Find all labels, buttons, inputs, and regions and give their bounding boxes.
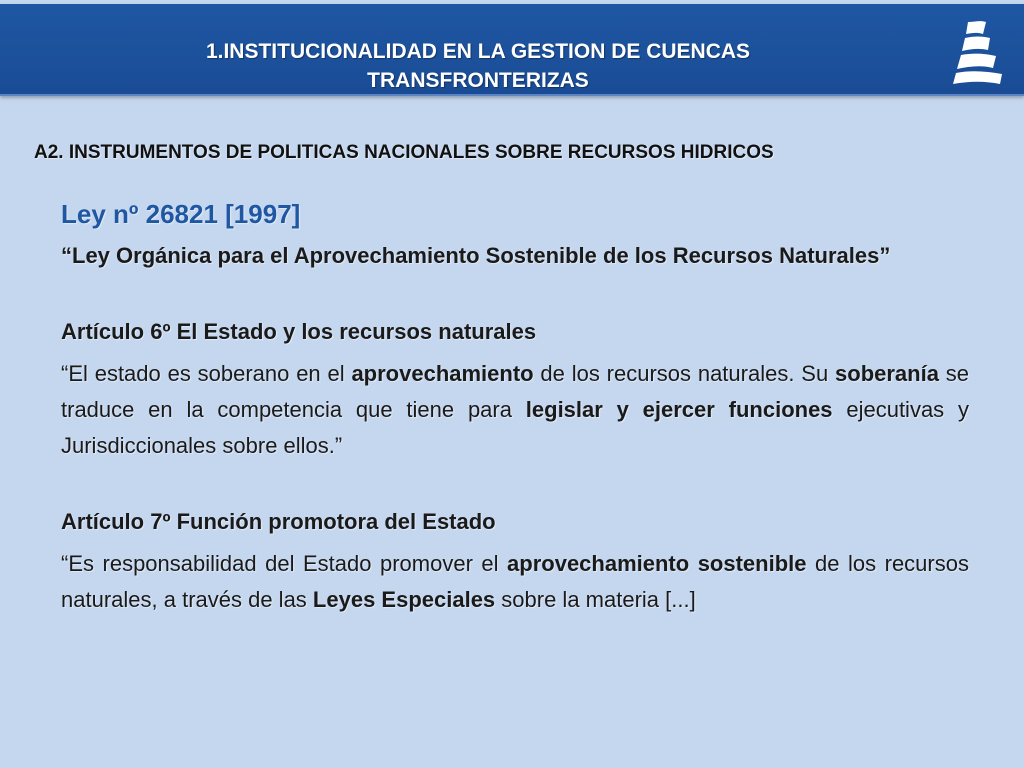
article-7-text-part: “Es responsabilidad del Estado promover el: [61, 551, 508, 576]
article-6-bold-term: aprovechamiento: [351, 361, 534, 386]
header-bar: [0, 4, 1024, 96]
article-7-text-part: de los recursos naturales, a través de las: [61, 551, 969, 612]
article-6-bold-term: soberanía: [835, 361, 939, 386]
article-6-text-part: “El estado es soberano en el: [61, 361, 352, 386]
content-body: [61, 196, 969, 618]
sail-logo-icon: [950, 18, 1006, 88]
article-7-title: Artículo 7º Función promotora del Estado: [61, 509, 496, 534]
article-7-bold-term: Leyes Especiales: [312, 587, 496, 612]
article-6-text-part: se traduce en la competencia que tiene para: [61, 361, 970, 422]
article-7-text: [61, 546, 969, 618]
header-title-line1: 1.INSTITUCIONALIDAD EN LA GESTION DE CUENCAS: [205, 40, 751, 63]
law-title: Ley nº 26821 [1997]: [61, 199, 301, 229]
article-7-text-part: sobre la materia [...]: [495, 587, 696, 612]
article-6-bold-term: legislar y ejercer funciones: [525, 397, 833, 422]
article-7-bold-term: aprovechamiento sostenible: [507, 551, 807, 576]
article-6-title: Artículo 6º El Estado y los recursos naturales: [61, 319, 537, 344]
law-name: “Ley Orgánica para el Aprovechamiento Sostenible de los Recursos Naturales”: [61, 243, 891, 268]
article-6-text-part: de los recursos naturales. Su: [533, 361, 836, 386]
header-title-line2: TRANSFRONTERIZAS: [367, 69, 589, 92]
article-6-text-part: ejecutivas y Jurisdiccionales sobre ellos.”: [61, 397, 969, 458]
header-title: [120, 37, 836, 95]
article-6-text: [61, 356, 969, 464]
section-subtitle: A2. INSTRUMENTOS DE POLITICAS NACIONALES SOBRE RECURSOS HIDRICOS: [34, 142, 774, 163]
